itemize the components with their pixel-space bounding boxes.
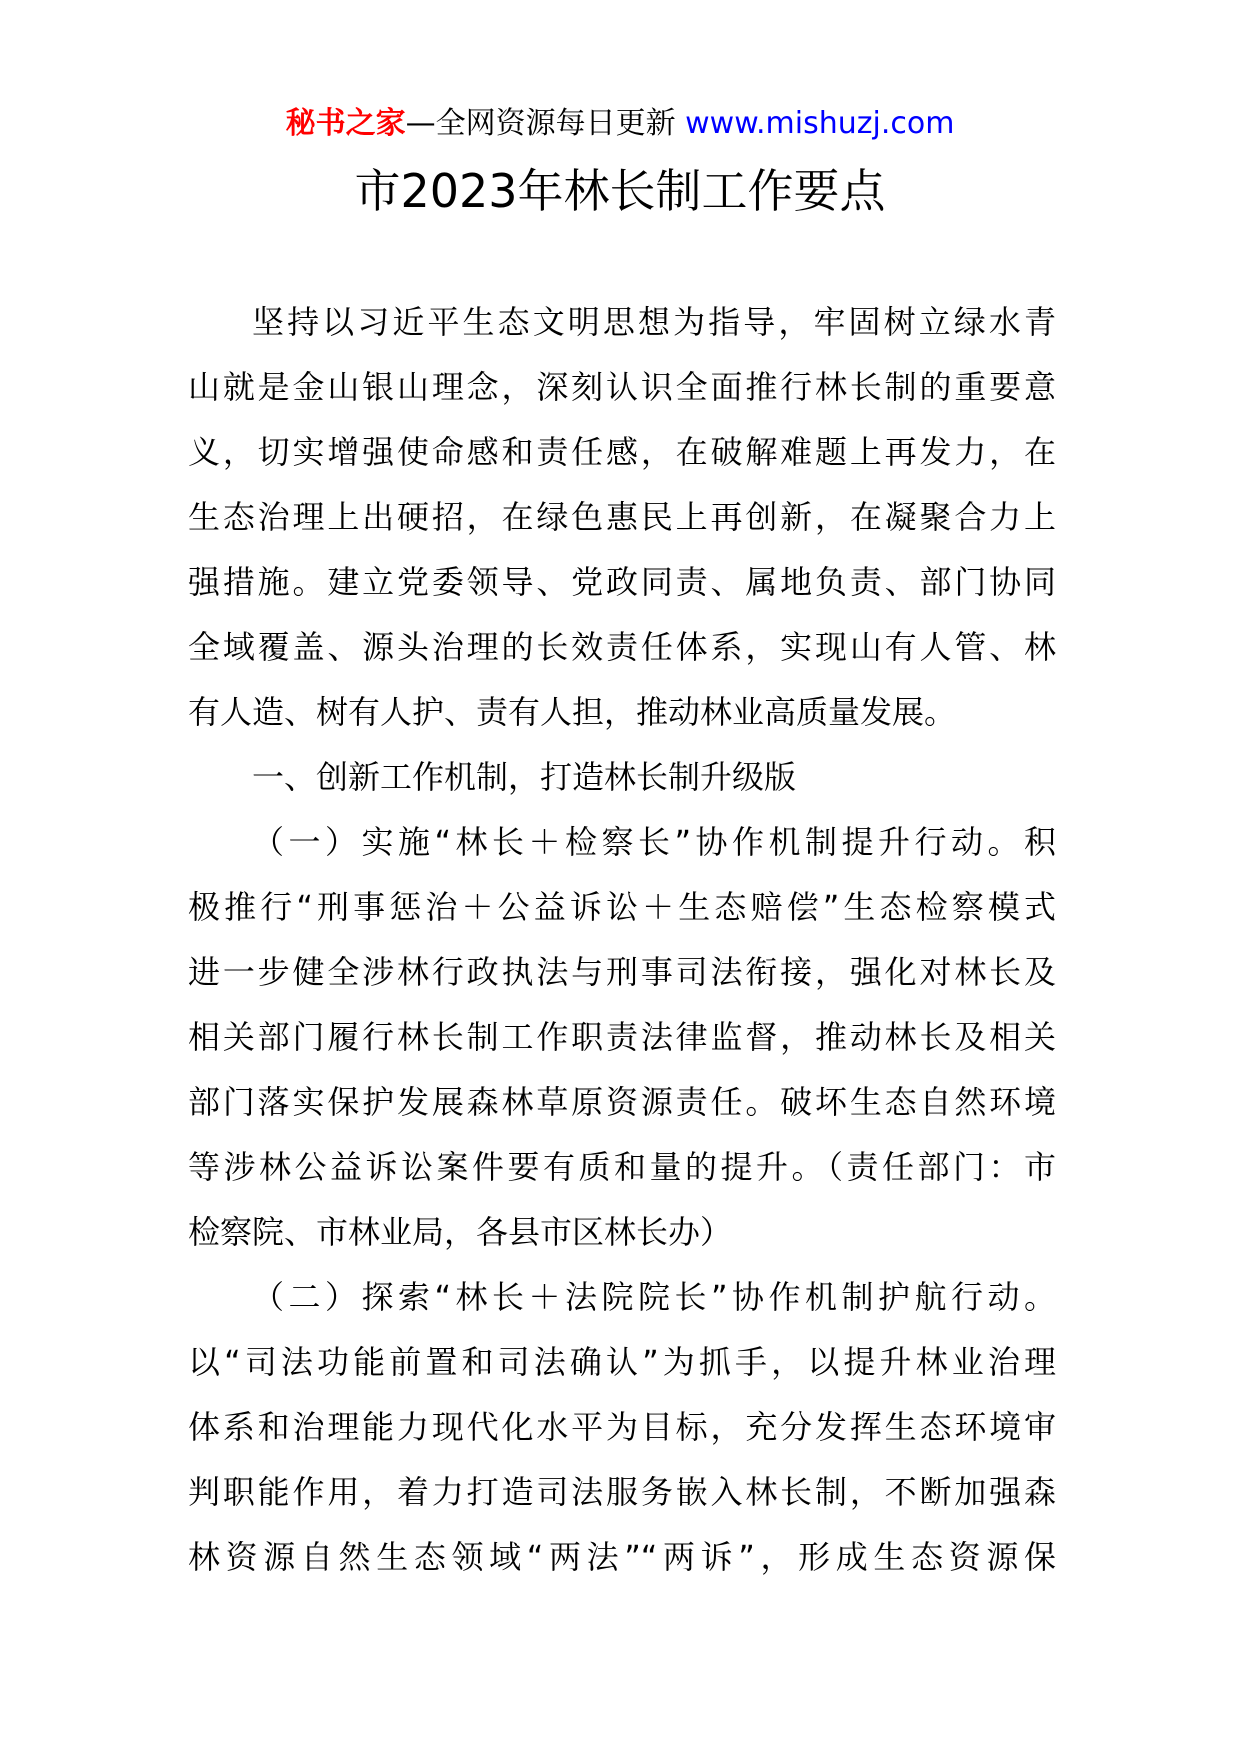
- text-line: 有人造、树有人护、责有人担，推动林业高质量发展。: [188, 693, 957, 731]
- site-url-link[interactable]: www.mishuzj.com: [685, 106, 955, 141]
- text-line: 强措施。建立党委领导、党政同责、属地负责、部门协同: [188, 563, 1056, 601]
- banner-slogan: —全网资源每日更新: [405, 106, 686, 141]
- text-line: 判职能作用，着力打造司法服务嵌入林长制，不断加强森: [188, 1473, 1056, 1511]
- site-banner: [0, 104, 1240, 144]
- text-line: 坚持以习近平生态文明思想为指导，牢固树立绿水青: [252, 303, 1056, 341]
- text-line: 以“司法功能前置和司法确认”为抓手，以提升林业治理: [188, 1343, 1056, 1381]
- text-line: 体系和治理能力现代化水平为目标，充分发挥生态环境审: [188, 1408, 1056, 1446]
- text-line: 相关部门履行林长制工作职责法律监督，推动林长及相关: [188, 1018, 1056, 1056]
- text-line: 极推行“刑事惩治＋公益诉讼＋生态赔偿”生态检察模式: [188, 888, 1056, 926]
- text-line: 部门落实保护发展森林草原资源责任。破坏生态自然环境: [188, 1083, 1056, 1121]
- text-line: 生态治理上出硬招，在绿色惠民上再创新，在凝聚合力上: [188, 498, 1056, 536]
- brand-name: 秘书之家: [285, 106, 406, 141]
- document-body: [188, 290, 1056, 1590]
- section-heading: 一、创新工作机制，打造林长制升级版: [252, 758, 797, 796]
- text-line: 进一步健全涉林行政执法与刑事司法衔接，强化对林长及: [188, 953, 1056, 991]
- text-line: 山就是金山银山理念，深刻认识全面推行林长制的重要意: [188, 368, 1056, 406]
- text-line: 义，切实增强使命感和责任感，在破解难题上再发力，在: [188, 433, 1056, 471]
- text-line: 全域覆盖、源头治理的长效责任体系，实现山有人管、林: [188, 628, 1056, 666]
- text-line: 检察院、市林业局，各县市区林长办）: [188, 1213, 733, 1251]
- text-line: 等涉林公益诉讼案件要有质和量的提升。（责任部门：市: [188, 1148, 1056, 1186]
- text-line: 林资源自然生态领域“两法”“两诉”，形成生态资源保: [188, 1538, 1056, 1576]
- text-line: （一）实施“林长＋检察长”协作机制提升行动。积: [252, 823, 1056, 861]
- text-line: （二）探索“林长＋法院院长”协作机制护航行动。: [252, 1278, 1056, 1316]
- document-title: 市2023年林长制工作要点: [354, 164, 886, 218]
